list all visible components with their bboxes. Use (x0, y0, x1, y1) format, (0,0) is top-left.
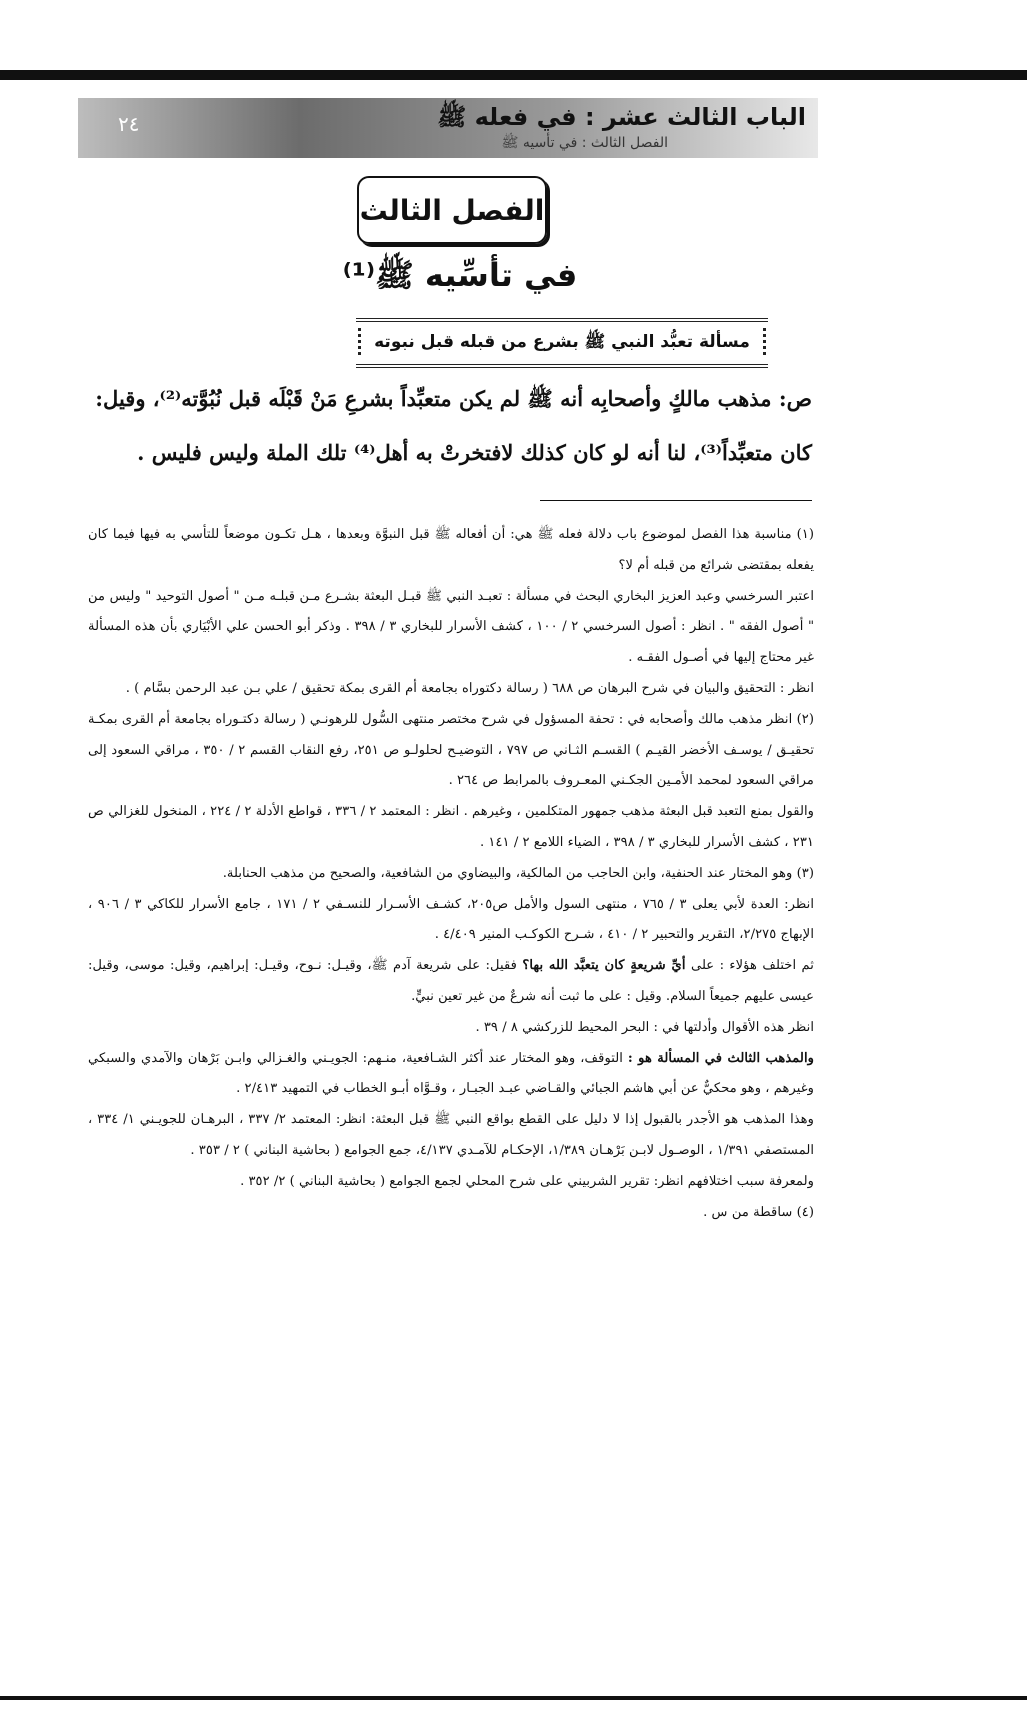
footnote-emphasis: أيِّ شريعةٍ كان يتعبَّد الله بها؟ (522, 958, 686, 974)
footnote-text: ثم اختلف هؤلاء : على (690, 958, 814, 974)
footnote-3-d: انظر هذه الأقوال وأدلتها في : البحر المحيط للزركشي ٨ / ٣٩ . (475, 1019, 814, 1035)
footnote-3-e (88, 1044, 814, 1106)
footnote-2-b: والقول بمنع التعبد قبل البعثة مذهب جمهور المتكلمين ، وغيرهم . انظر : المعتمد ٢ / ٣٣٦ ، قواطع الأدلة ٢ / ٢٢٤ ، المنخول للغزالي ص ٢٣١ ، كشف الأسرار للبخاري ٣ / ٣٩٨ ، الضياء اللامع ٢ / ١٤١ . (88, 804, 815, 850)
issue-title: مسألة تعبُّد النبي ﷺ بشرع من قبله قبل نبوته (374, 331, 750, 352)
footnote-2: (٢) انظر مذهب مالك وأصحابه في : تحفة المسؤول في شرح مختصر منتهى السُّول للرهونـي ( رسالة دكتـوراه بجامعة أم القرى بمكـة تحقيـق / يوسـف الأخضر القيـم ) القسـم الثـاني ص ٧٩٧ ، التوضيـح لحلولـو ص ٢٥١، رفع النقاب القسم ٢ / ٣٥٠ ، مراقي السعود إلى مراقي السعود لمحمد الأمـين الجكـني المعـروف بالمرابط ص ٢٦٤ . (88, 711, 814, 789)
page-header (78, 98, 818, 158)
footnote-1-c: انظر : التحقيق والبيان في شرح البرهان ص ٦٨٨ ( رسالة دكتوراه بجامعة أم القرى بمكة تحقيق / علي بـن عبد الرحمن بسَّام ) . (125, 680, 814, 696)
main-text (90, 372, 812, 480)
chapter-box (357, 176, 547, 244)
footnote-emphasis: والمذهب الثالث في المسألة هو : (627, 1050, 814, 1066)
footnote-3-g: ولمعرفة سبب اختلافهم انظر: تقرير الشربيني على شرح المحلي لجمع الجوامع ( بحاشية البناني ) ٢/ ٣٥٢ . (240, 1173, 814, 1189)
header-title: الباب الثالث عشر : في فعله ﷺ (437, 103, 806, 131)
chapter-title: الفصل الثالث (359, 193, 545, 227)
section-title: في تأسِّيه ﷺ⁽¹⁾ (342, 256, 578, 294)
footnote-3: (٣) وهو المختار عند الحنفية، وابن الحاجب من المالكية، والبيضاوي من الشافعية، والصحيح من مذهب الحنابلة. (222, 865, 814, 881)
footnote-1: (١) مناسبة هذا الفصل لموضوع باب دلالة فعله ﷺ هي: أن أفعاله ﷺ قبل النبوَّة وبعدها ، هـل تكـون موضعاً للتأسي به فيها فيما كان يفعله بمقتضى شرائع من قبله أم لا؟ (88, 527, 814, 573)
header-subtitle: الفصل الثالث : في تأسيه ﷺ (501, 135, 668, 151)
footnote-text: التوقف، وهو المختار عند أكثر الشـافعية، منـهم: الجويـني والغـزالي وابـن بَرْهان والآمدي والسبكي وغيرهم ، وهو محكيٌّ عن أبي هاشم الجبائي والقـاضي عبـد الجبـار ، وقـوَّاه أبـو الخطاب في التمهيد ٢/٤١٣ . (88, 1050, 814, 1097)
footnote-text: فقيل: على شريعة آدم ﷺ، وقيـل: نـوح، وقيـل: إبراهيم، وقيل: موسى، وقيل: عيسى عليهم جميعاً السلام. وقيل : على ما ثبت أنه شرعٌ من غير تعين نبيٍّ. (88, 958, 814, 1004)
footnote-1-b: اعتبر السرخسي وعبد العزيز البخاري البحث في مسألة : تعبـد النبي ﷺ قبـل البعثة بشـرع مـن قبلـه مـن " أصول التوحيد " وليس من " أصول الفقه " . انظر : أصول السرخسي ٢ / ١٠٠ ، كشف الأسرار للبخاري ٣ / ٣٩٨ . وذكر أبو الحسن علي الأبْيَاري بأن هذه المسألة غير محتاج إليها في أصـول الفقـه . (88, 588, 815, 666)
footnote-3-c (88, 951, 814, 1013)
bottom-rule (0, 1696, 1027, 1700)
main-text-line: ص: مذهب مالكٍ وأصحابِه أنه ﷺ لم يكن متعبِّداً بشرعِ مَنْ قَبْلَه قبل نُبُوَّته⁽²⁾، وقيل: (95, 386, 812, 411)
footnote-4: (٤) ساقطة من س . (703, 1204, 814, 1220)
footnote-separator (540, 500, 812, 501)
footnote-3-f: وهذا المذهب هو الأجدر بالقبول إذا لا دليل على القطع بواقع النبي ﷺ قبل البعثة: انظر: المعتمد ٢/ ٣٣٧ ، البرهـان للجويـني ١/ ٣٣٤ ، المستصفي ١/٣٩١ ، الوصـول لابـن بَرْهـان ١/٣٨٩، الإحكـام للآمـدي ٤/١٣٧، جمع الجوامع ( بحاشية البناني ) ٢ / ٣٥٣ . (88, 1112, 815, 1158)
page-number: ٢٤ (118, 112, 140, 136)
footnote-3-b: انظر: العدة لأبي يعلى ٣ / ٧٦٥ ، منتهى السول والأمل ص٢٠٥، كشـف الأسـرار للنسـفي ٢ / ١٧١ ، جامع الأسرار للكاكي ٣ / ٩٠٦ ، الإبهاج ٢/٢٧٥، التقرير والتحبير ٢ / ٤١٠ ، شـرح الكوكـب المنير ٤/٤٠٩ . (88, 896, 815, 943)
main-text-line: كان متعبِّداً⁽³⁾، لنا أنه لو كان كذلك لافتخرتْ به أهل⁽⁴⁾ تلك الملة وليس فليس . (137, 440, 812, 465)
issue-box (356, 318, 768, 368)
top-rule (0, 70, 1027, 80)
footnotes (88, 520, 814, 1228)
